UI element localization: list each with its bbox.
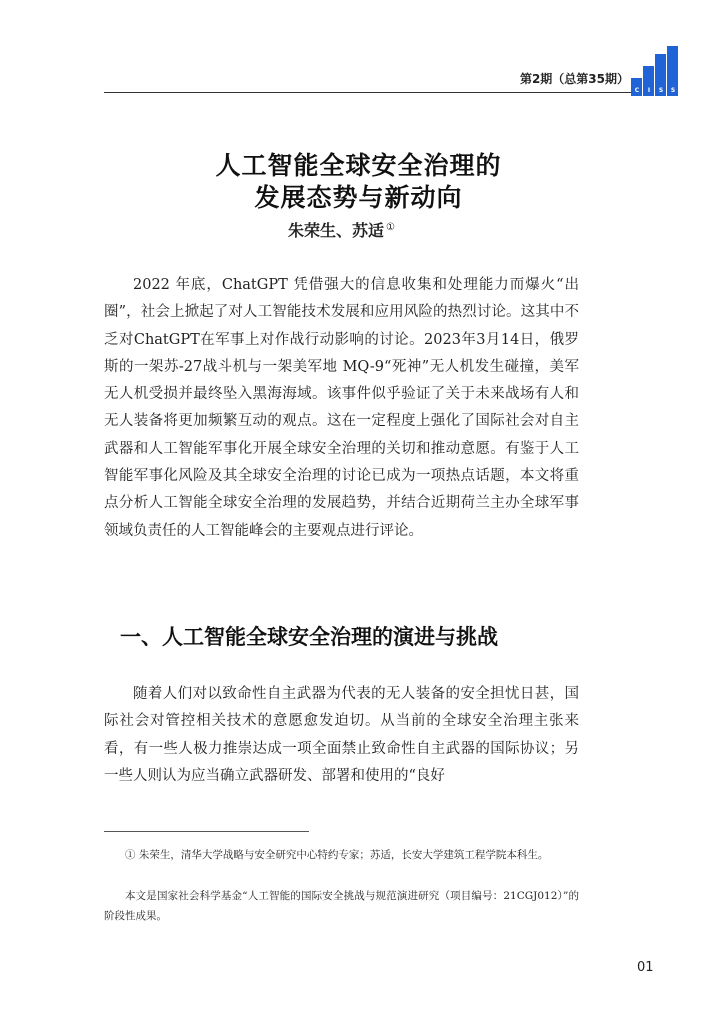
issue-label: 第2期（总第35期） [519, 72, 629, 86]
section-paragraph: 随着人们对以致命性自主武器为代表的无人装备的安全担忧日甚，国际社会对管控相关技术的意愿愈发迫切。从当前的全球安全治理主张来看，有一些人极力推崇达成一项全面禁止致命性自主武器的国际协议；另一些人则认为应当确立武器研发、部署和使用的“良好 [104, 686, 579, 784]
header-rule [104, 92, 631, 93]
article-title-line-1: 人工智能全球安全治理的 [215, 151, 502, 180]
page-number: 01 [637, 960, 654, 975]
intro-paragraph: 2022 年底，ChatGPT 凭借强大的信息收集和处理能力而爆火“出圈”，社会上掀起了对人工智能技术发展和应用风险的热烈讨论。这其中不乏对ChatGPT在军事上对作战行动影响的讨论。2023年3月14日，俄罗斯的一架苏-27战斗机与一架美军地 MQ-9“死神”无人机发生碰撞，美军无人机受损并最终坠入黑海海域。该事件似乎验证了关于未来战场有人和无人装备将更加频繁互动的观点。这在一定程度上强化了国际社会对自主武器和人工智能军事化开展全球安全治理的关切和推动意愿。有鉴于人工智能军事化风险及其全球安全治理的讨论已成为一项热点话题，本文将重点分析人工智能全球安全治理的发展趋势，并结合近期荷兰主办全球军事领域负责任的人工智能峰会的主要观点进行评论。 [104, 277, 579, 539]
logo-letter: C [634, 87, 640, 94]
logo-letter: I [647, 87, 651, 94]
author-line [288, 218, 395, 241]
section-heading: 一、人工智能全球安全治理的演进与挑战 [120, 625, 498, 649]
author-footnote-mark: ① [386, 221, 395, 233]
footnote-author: ① 朱荣生，清华大学战略与安全研究中心特约专家；苏适，长安大学建筑工程学院本科生。 [125, 849, 549, 861]
author-names: 朱荣生、苏适 [288, 221, 385, 240]
footnote-funding: 本文是国家社会科学基金“人工智能的国际安全挑战与规范演进研究（项目编号：21CGJ012）”的阶段性成果。 [104, 890, 579, 922]
article-title-line-2: 发展态势与新动向 [254, 183, 463, 212]
journal-logo-letters [631, 46, 679, 96]
footnote-rule [104, 831, 309, 832]
logo-letter: S [658, 87, 664, 94]
logo-letter: S [670, 87, 676, 94]
